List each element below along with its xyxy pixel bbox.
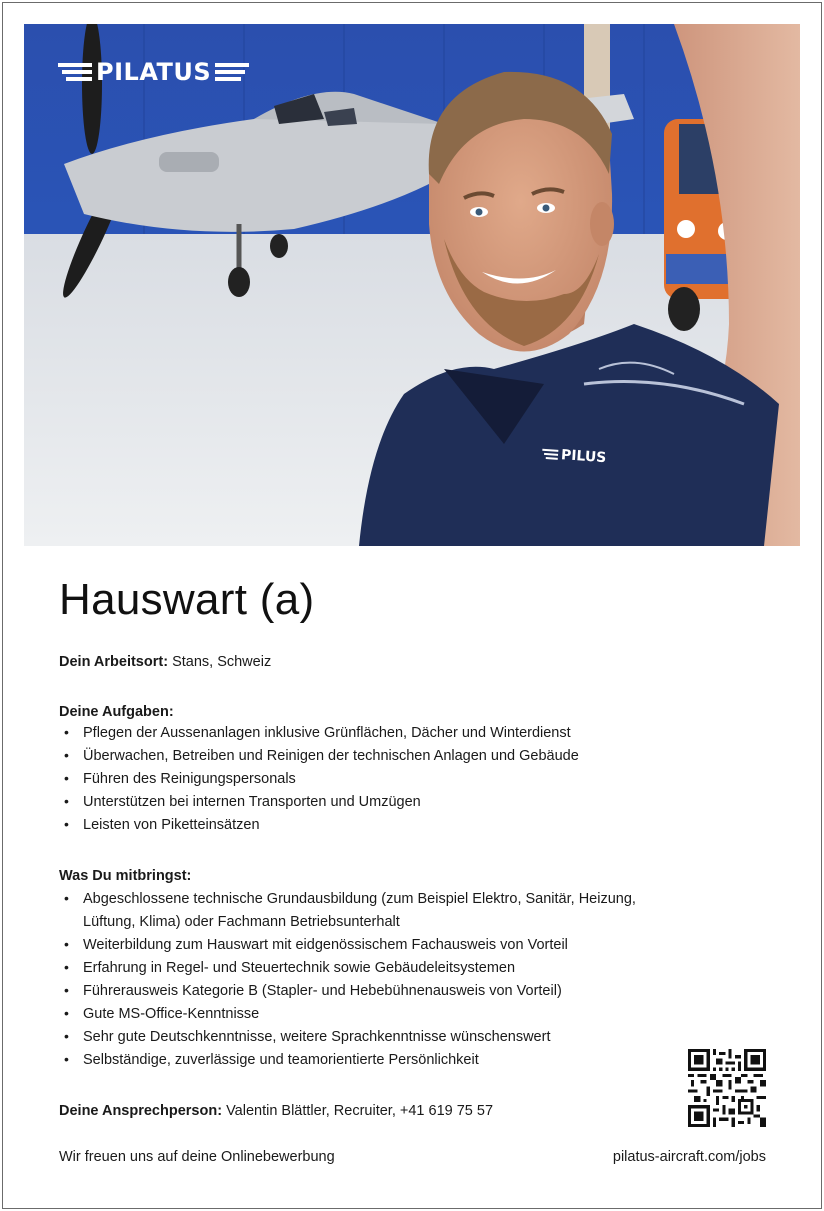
list-item: • Gute MS-Office-Kenntnisse bbox=[59, 1003, 636, 1026]
tasks-heading: Deine Aufgaben: bbox=[59, 704, 174, 720]
location-line bbox=[59, 653, 271, 671]
requirements-heading: Was Du mitbringst: bbox=[59, 868, 192, 884]
list-item: • Erfahrung in Regel- und Steuertechnik sowie Gebäudeleitsystemen bbox=[59, 957, 636, 980]
hero-photo bbox=[24, 24, 800, 546]
list-item: • Führen des Reinigungspersonals bbox=[59, 768, 579, 791]
list-item: • Unterstützen bei internen Transporten und Umzügen bbox=[59, 791, 579, 814]
list-item: • Sehr gute Deutschkenntnisse, weitere Sprachkenntnisse wünschenswert bbox=[59, 1026, 636, 1049]
contact-value: Valentin Blättler, Recruiter, +41 619 75 57 bbox=[226, 1103, 494, 1119]
location-label: Dein Arbeitsort: bbox=[59, 654, 169, 670]
contact-line bbox=[59, 1102, 493, 1120]
requirements-list bbox=[59, 888, 636, 1072]
pilatus-logo bbox=[58, 57, 249, 87]
list-item: • Leisten von Piketteinsätzen bbox=[59, 814, 579, 837]
logo-left-stripes-icon bbox=[58, 63, 92, 81]
list-item: • Abgeschlossene technische Grundausbildung (zum Beispiel Elektro, Sanitär, Heizung, bbox=[59, 888, 636, 911]
list-item: • Pflegen der Aussenanlagen inklusive Grünflächen, Dächer und Winterdienst bbox=[59, 722, 579, 745]
contact-label: Deine Ansprechperson: bbox=[59, 1103, 223, 1119]
list-item: • Weiterbildung zum Hauswart mit eidgenössischem Fachausweis von Vorteil bbox=[59, 934, 636, 957]
jacket-logo-stripes-icon bbox=[542, 449, 559, 460]
tasks-list bbox=[59, 722, 579, 837]
logo-wordmark: PILATUS bbox=[96, 58, 212, 86]
list-item: • Führerausweis Kategorie B (Stapler- und Hebebühnenausweis von Vorteil) bbox=[59, 980, 636, 1003]
logo-right-stripes-icon bbox=[215, 63, 249, 81]
hero-illustration bbox=[24, 24, 800, 546]
job-title: Hauswart (a) bbox=[59, 575, 315, 624]
list-item-continuation: Lüftung, Klima) oder Fachmann Betriebsunterhalt bbox=[83, 914, 400, 930]
jacket-logo-text: PILUS bbox=[560, 447, 607, 467]
qr-code-icon[interactable] bbox=[688, 1049, 766, 1127]
list-item: • Überwachen, Betreiben und Reinigen der technischen Anlagen und Gebäude bbox=[59, 745, 579, 768]
apply-cta-text: Wir freuen uns auf deine Onlinebewerbung bbox=[59, 1149, 335, 1165]
location-value: Stans, Schweiz bbox=[172, 654, 272, 670]
list-item: • Selbständige, zuverlässige und teamorientierte Persönlichkeit bbox=[59, 1049, 636, 1072]
jobs-link[interactable]: pilatus-aircraft.com/jobs bbox=[612, 1149, 766, 1165]
